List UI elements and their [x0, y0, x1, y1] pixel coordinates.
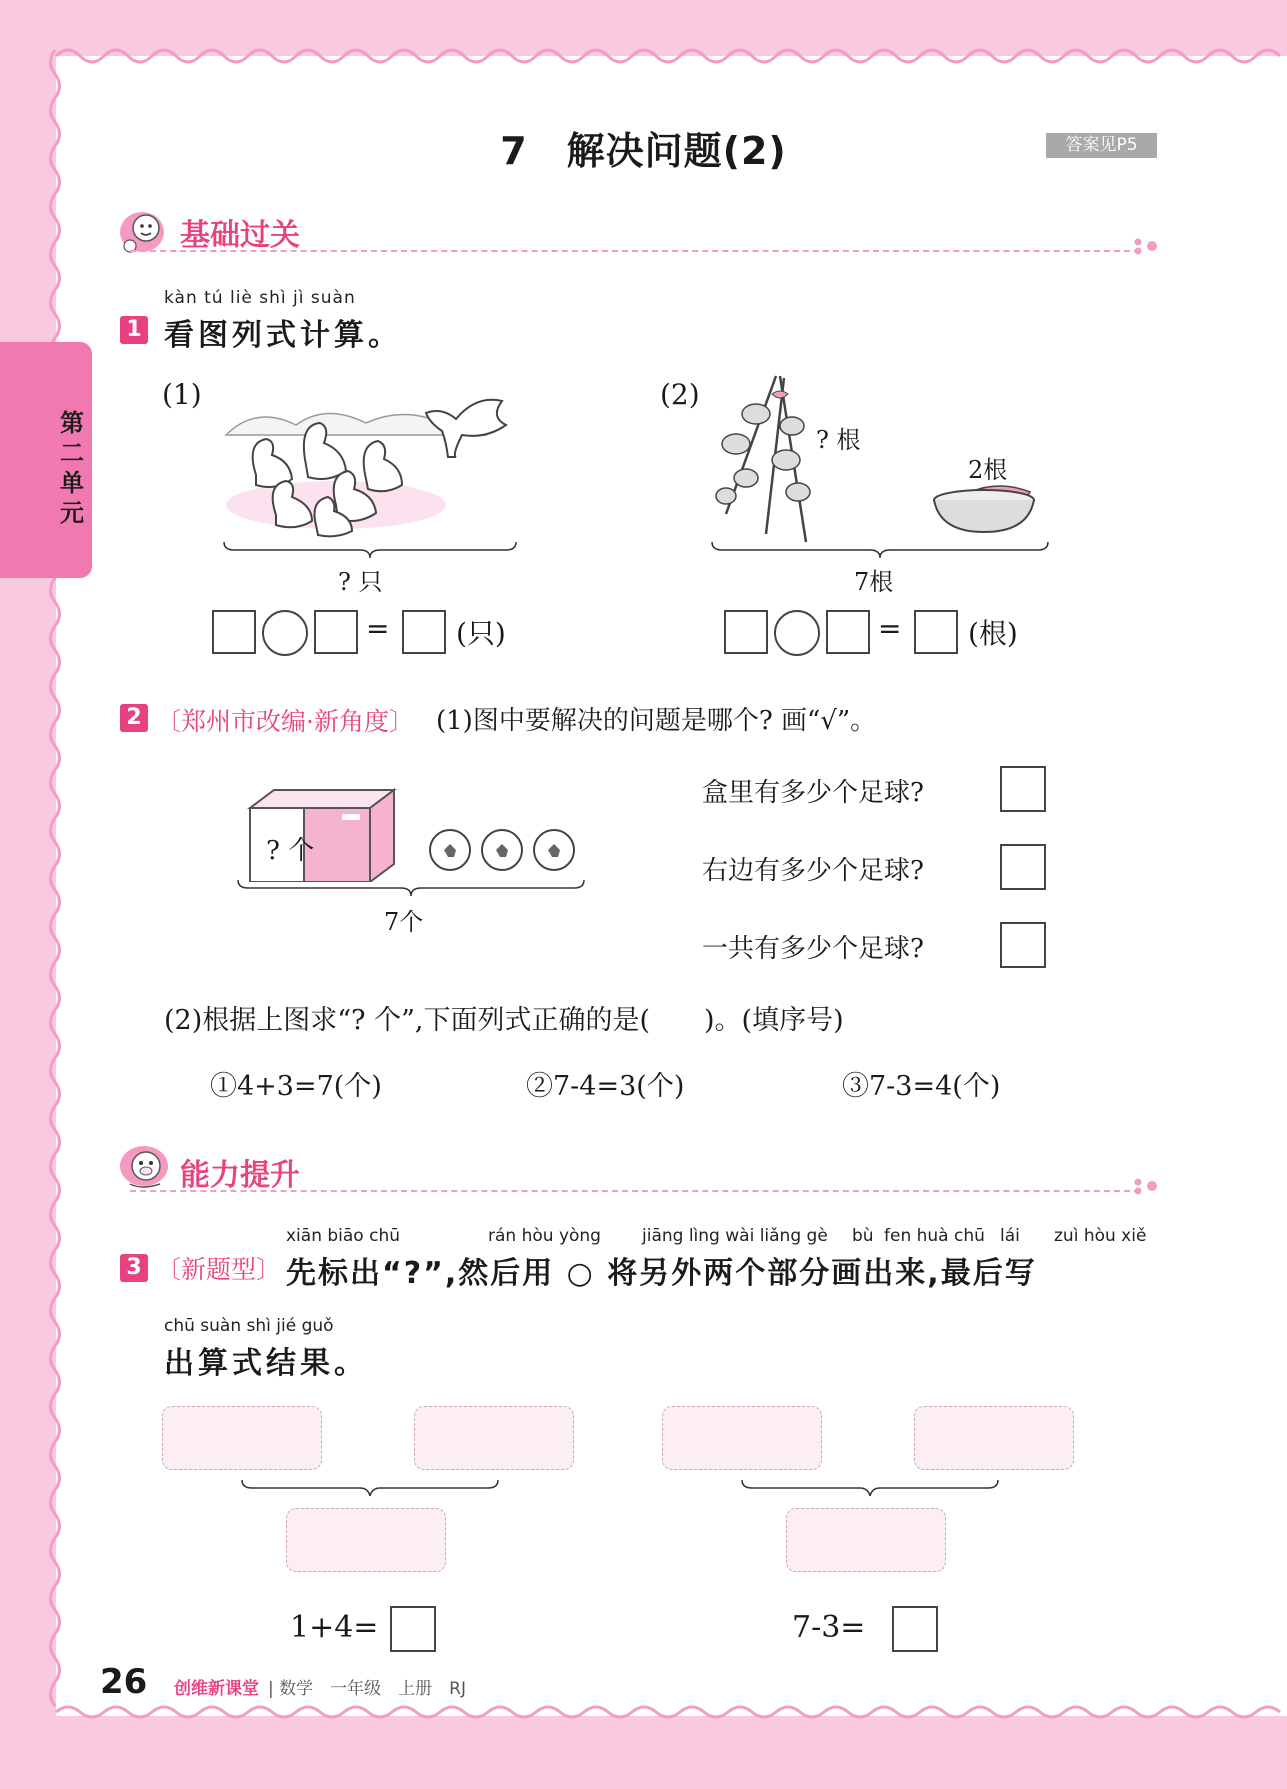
- q3-pinyin-line2: chū suàn shì jié guǒ: [164, 1316, 334, 1336]
- section-basic-heading: 基础过关: [180, 218, 300, 253]
- q3-pinyin-6: lái: [1000, 1226, 1020, 1246]
- q1-part1-answer-box-2[interactable]: [314, 610, 358, 654]
- q2-choice-2: ②7-4=3(个): [526, 1071, 685, 1102]
- q1-part1-label: (1): [162, 378, 202, 411]
- section-advanced-divider: [130, 1190, 1140, 1192]
- q3-right-part-box-2[interactable]: [914, 1406, 1074, 1470]
- bean-pole-illustration: [706, 374, 836, 544]
- q3-left-part-box-2[interactable]: [414, 1406, 574, 1470]
- footer-brand: 创维新课堂: [174, 1679, 259, 1699]
- dots-decoration-icon: [1132, 1176, 1162, 1196]
- q3-left-equation: 1+4=: [290, 1610, 379, 1645]
- q1-part2-caption: 7根: [854, 568, 894, 596]
- q2-option-2-checkbox[interactable]: [1000, 844, 1046, 890]
- q1-instruction: 看图列式计算。: [164, 318, 402, 353]
- q2-brace-caption: 7个: [384, 908, 424, 936]
- q1-part1-result-box[interactable]: [402, 610, 446, 654]
- q1-part1-answer-box-1[interactable]: [212, 610, 256, 654]
- q3-left-answer-box[interactable]: [390, 1606, 436, 1652]
- bowl-illustration: [930, 478, 1040, 538]
- q2-option-1-checkbox[interactable]: [1000, 766, 1046, 812]
- q1-part1-caption: ? 只: [338, 568, 383, 596]
- q3-left-whole-box[interactable]: [286, 1508, 446, 1572]
- q1-part2-equals: =: [878, 612, 902, 645]
- q2-part1-question: (1)图中要解决的问题是哪个? 画“√”。: [436, 706, 877, 736]
- q2-option-2: 右边有多少个足球?: [702, 856, 924, 886]
- q3-instruction-line2: 出算式结果。: [164, 1346, 368, 1381]
- section-advanced-heading: 能力提升: [180, 1158, 300, 1193]
- section-basic-divider: [130, 250, 1140, 252]
- q2-part2-question: (2)根据上图求“? 个”,下面列式正确的是( )。(填序号): [164, 1005, 844, 1036]
- q1-part2-answer-box-2[interactable]: [826, 610, 870, 654]
- q3-pinyin-4: bù: [852, 1226, 874, 1246]
- q2-box-label: ? 个: [266, 836, 315, 866]
- q1-pinyin: kàn tú liè shì jì suàn: [164, 288, 356, 308]
- left-wave-border: [44, 50, 66, 1710]
- q2-choice-3: ③7-3=4(个): [842, 1071, 1001, 1102]
- answer-reference-tag: 答案见P5: [1046, 133, 1157, 158]
- q3-pinyin-3: jiāng lìng wài liǎng gè: [642, 1226, 828, 1246]
- q3-right-whole-box[interactable]: [786, 1508, 946, 1572]
- q3-instruction-line1: 先标出“?”,然后用 ○ 将另外两个部分画出来,最后写: [286, 1256, 1037, 1291]
- unit-side-tab-label: 第二单元: [60, 409, 84, 527]
- q1-part2-unit: (根): [968, 617, 1018, 650]
- q3-source-tag: 〔新题型〕: [156, 1255, 282, 1284]
- q2-number-badge: 2: [120, 704, 148, 732]
- q3-left-brace: [240, 1478, 500, 1500]
- top-wave-border: [0, 40, 1287, 70]
- dots-decoration-icon: [1132, 236, 1162, 256]
- mascot-girl-icon: [116, 204, 172, 256]
- q1-part1-operator-circle[interactable]: [262, 610, 308, 656]
- q3-right-part-box-1[interactable]: [662, 1406, 822, 1470]
- q2-brace: [236, 878, 586, 900]
- swans-illustration: [216, 395, 536, 545]
- q1-part2-answer-box-1[interactable]: [724, 610, 768, 654]
- footer-book-info: | 数学 一年级 上册 RJ: [268, 1679, 466, 1699]
- q1-part2-label: (2): [660, 378, 700, 411]
- q1-number-badge: 1: [120, 316, 148, 344]
- q2-option-3: 一共有多少个足球?: [702, 934, 924, 964]
- mascot-monkey-icon: [116, 1140, 172, 1192]
- q3-right-brace: [740, 1478, 1000, 1500]
- q1-part2-known-label: 2根: [968, 456, 1008, 484]
- q3-number-badge: 3: [120, 1254, 148, 1282]
- q1-part1-brace: [222, 540, 518, 560]
- q3-pinyin-2: rán hòu yòng: [488, 1226, 601, 1246]
- q3-pinyin-1: xiān biāo chū: [286, 1226, 401, 1246]
- q3-right-equation: 7-3=: [792, 1610, 866, 1645]
- q1-part1-equals: =: [366, 612, 390, 645]
- page-title: 7 解决问题(2): [500, 129, 787, 173]
- q1-part2-operator-circle[interactable]: [774, 610, 820, 656]
- q1-part1-unit: (只): [456, 617, 506, 650]
- q2-choice-1: ①4+3=7(个): [210, 1071, 382, 1102]
- q3-pinyin-7: zuì hòu xiě: [1054, 1226, 1147, 1246]
- q3-right-answer-box[interactable]: [892, 1606, 938, 1652]
- q1-part2-unknown-label: ? 根: [816, 426, 861, 454]
- q2-source-tag: 〔郑州市改编·新角度〕: [156, 707, 414, 736]
- q3-pinyin-5: fen huà chū: [884, 1226, 985, 1246]
- q2-option-1: 盒里有多少个足球?: [702, 778, 924, 808]
- q3-left-part-box-1[interactable]: [162, 1406, 322, 1470]
- q1-part2-brace: [710, 540, 1050, 560]
- q2-option-3-checkbox[interactable]: [1000, 922, 1046, 968]
- q1-part2-result-box[interactable]: [914, 610, 958, 654]
- page-number: 26: [100, 1662, 148, 1702]
- bottom-wave-border: [0, 1700, 1287, 1730]
